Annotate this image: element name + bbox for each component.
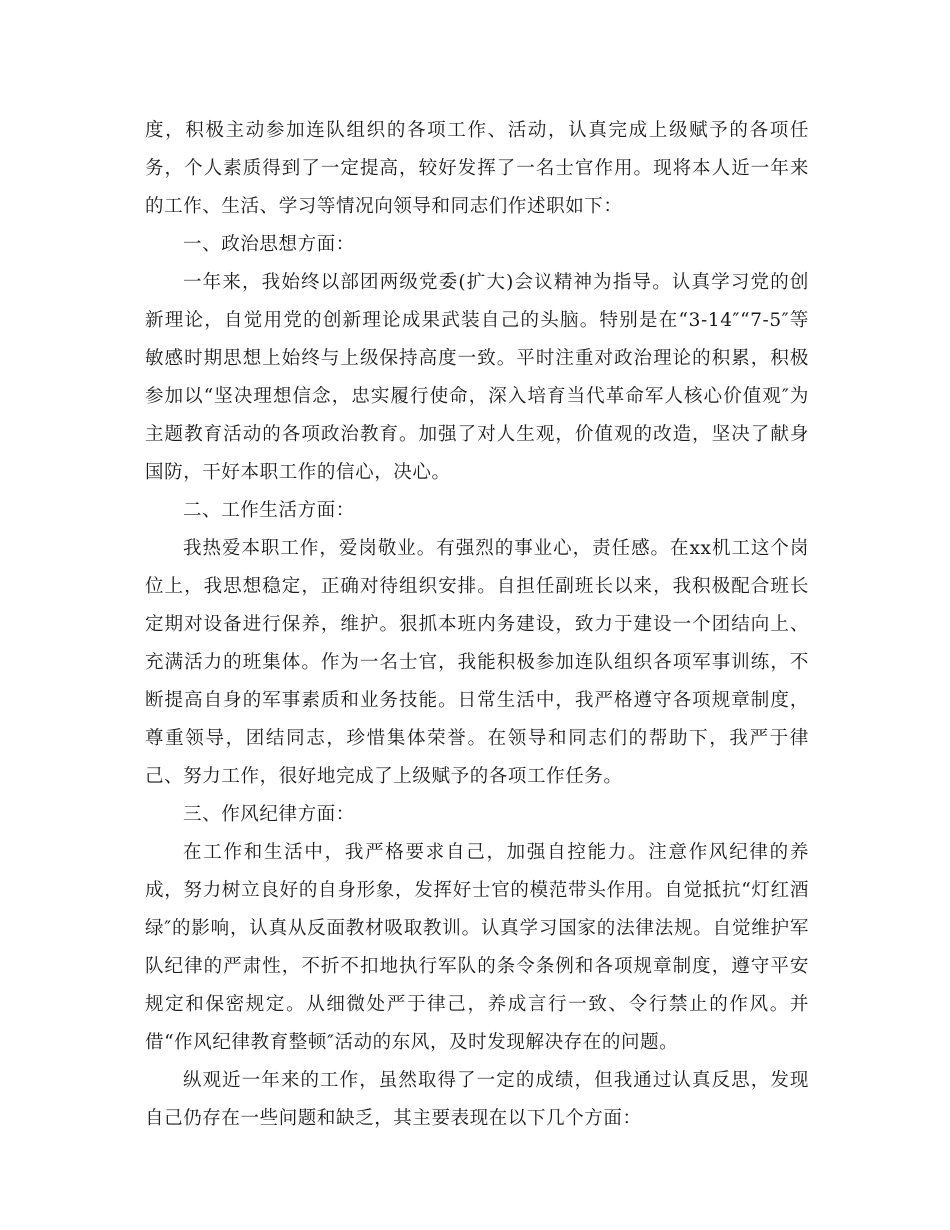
paragraph-work-life: 我热爱本职工作，爱岗敬业。有强烈的事业心，责任感。在xx机工这个岗位上，我思想稳定，正确对待组织安排。自担任副班长以来，我积极配合班长定期对设备进行保养，维护。狠抓本班内务建设，致力于建设一个团结向上、充满活力的班集体。作为一名士官，我能积极参加连队组织各项军事训练，不断提高自身的军事素质和业务技能。日常生活中，我严格遵守各项规章制度，尊重领导，团结同志，珍惜集体荣誉。在领导和同志们的帮助下，我严于律己、努力工作，很好地完成了上级赋予的各项工作任务。: [145, 538, 809, 787]
paragraph-summary: 纵观近一年来的工作，虽然取得了一定的成绩，但我通过认真反思，发现自己仍存在一些问题和缺乏，其主要表现在以下几个方面：: [145, 1070, 809, 1129]
paragraph-political: 一年来，我始终以部团两级党委(扩大)会议精神为指导。认真学习党的创新理论，自觉用党的创新理论成果武装自己的头脑。特别是在“3-14″“7-5″等敏感时期思想上始终与上级保持高度一致。平时注重对政治理论的积累，积极参加以“坚决理想信念，忠实履行使命，深入培育当代革命军人核心价值观″为主题教育活动的各项政治教育。加强了对人生观，价值观的改造，坚决了献身国防，干好本职工作的信心，决心。: [145, 272, 809, 483]
section-heading-work-life: 二、工作生活方面：: [183, 500, 355, 521]
section-heading-political: 一、政治思想方面：: [183, 234, 355, 255]
paragraph-intro-continuation: 度，积极主动参加连队组织的各项工作、活动，认真完成上级赋予的各项任务，个人素质得到了一定提高，较好发挥了一名士官作用。现将本人近一年来的工作、生活、学习等情况向领导和同志们作述职如下：: [145, 120, 809, 217]
document-body: [145, 112, 809, 1138]
paragraph-discipline: 在工作和生活中，我严格要求自己，加强自控能力。注意作风纪律的养成，努力树立良好的自身形象，发挥好士官的模范带头作用。自觉抵抗“灯红酒绿″的影响，认真从反面教材吸取教训。认真学习国家的法律法规。自觉维护军队纪律的严肃性，不折不扣地执行军队的条令条例和各项规章制度，遵守平安规定和保密规定。从细微处严于律己，养成言行一致、令行禁止的作风。并借“作风纪律教育整顿″活动的东风，及时发现解决存在的问题。: [145, 842, 809, 1053]
section-heading-discipline: 三、作风纪律方面：: [183, 804, 355, 825]
